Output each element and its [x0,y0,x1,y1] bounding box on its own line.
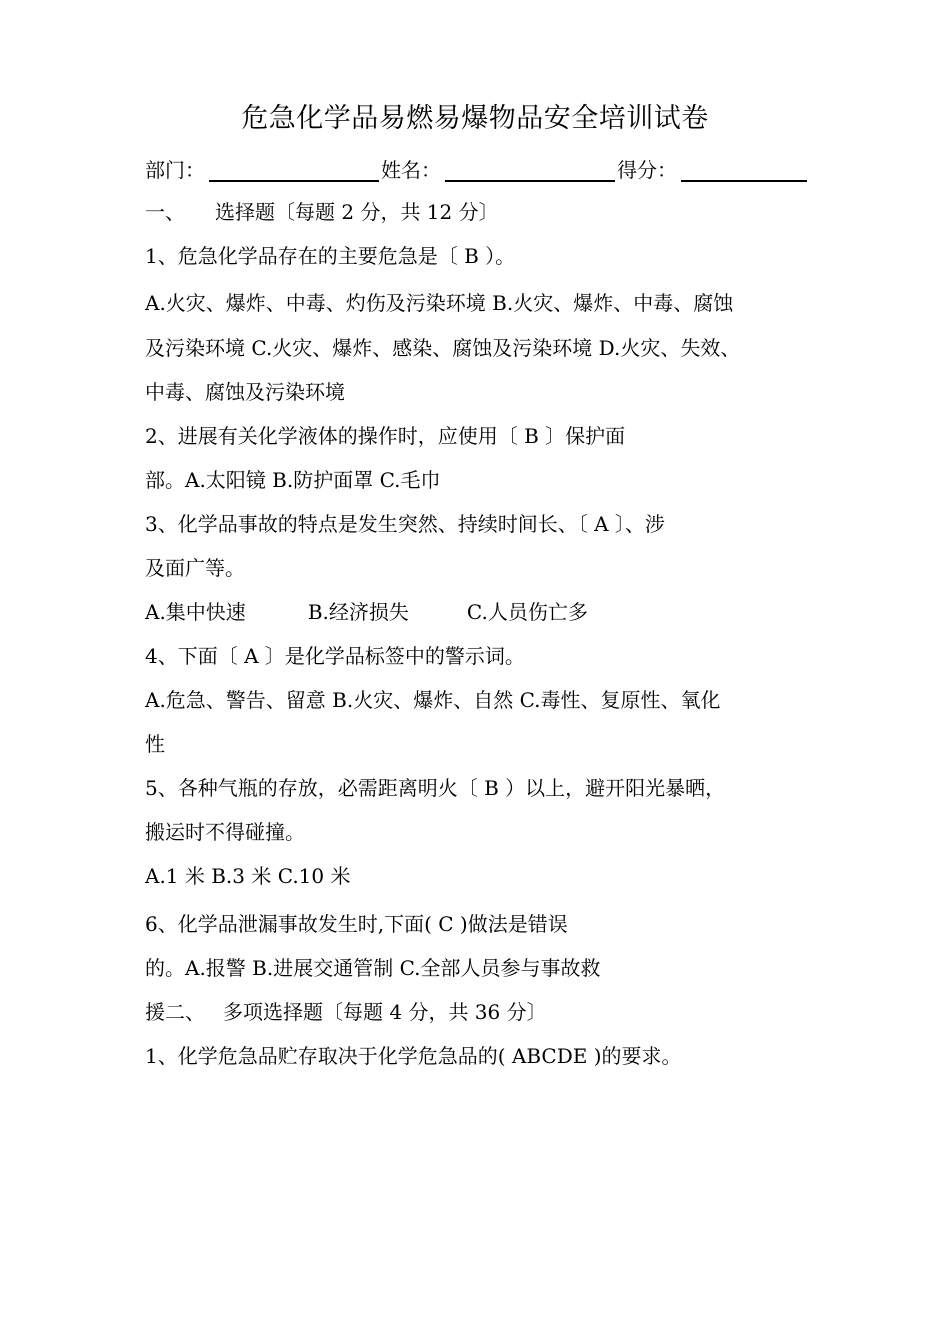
section-2-title: 多项选择题〔每题 4 分，共 36 分〕 [223,1000,547,1024]
section-1-heading [145,196,815,225]
question-1-options-line-3: 中毒、腐蚀及污染环境 [145,380,345,404]
department-label: 部门： [145,158,205,182]
question-3-stem-line-2: 及面广等。 [145,556,245,580]
question-1-stem: 1、危急化学品存在的主要危急是〔 B ）。 [145,244,516,268]
question-2-options: 部。A.太阳镜 B.防护面罩 C.毛巾 [145,468,441,492]
section-1-number: 一、 [145,200,185,224]
section-2-number: 援二、 [145,1000,205,1024]
question-5-stem-line-2: 搬运时不得碰撞。 [145,820,305,844]
question-4-options-line-1: A.危急、警告、留意 B.火灾、爆炸、自然 C.毒性、复原性、氧化 [145,688,721,712]
question-6-options: 的。A.报警 B.进展交通管制 C.全部人员参与事故救 [145,956,601,980]
question-1-options-line-2: 及污染环境 C.火灾、爆炸、感染、腐蚀及污染环境 D.火灾、失效、 [145,336,741,360]
question-5-options: A.1 米 B.3 米 C.10 米 [145,864,351,888]
score-label: 得分： [617,158,677,182]
question-1-options-line-1: A.火灾、爆炸、中毒、灼伤及污染环境 B.火灾、爆炸、中毒、腐蚀 [145,291,734,315]
section-2-heading [145,996,815,1025]
multi-question-1-stem: 1、化学危急品贮存取决于化学危急品的( ABCDE )的要求。 [145,1044,682,1068]
question-3-option-c: C.人员伤亡多 [466,600,588,624]
question-6-stem: 6、化学品泄漏事故发生时,下面( C )做法是错误 [145,912,568,936]
question-3-stem-line-1: 3、化学品事故的特点是发生突然、持续时间长、〔 A 〕、涉 [145,512,665,536]
question-2-stem: 2、进展有关化学液体的操作时，应使用〔 B 〕保护面 [145,424,626,448]
exam-title: 危急化学品易燃易爆物品安全培训试卷 [241,103,709,134]
score-blank[interactable] [681,180,807,182]
question-5-stem-line-1: 5、各种气瓶的存放，必需距离明火〔 B ）以上，避开阳光暴晒， [145,776,726,800]
exam-header-fields [145,150,810,184]
question-3-option-b: B.经济损失 [307,600,409,624]
section-1-title: 选择题〔每题 2 分，共 12 分〕 [215,200,499,224]
department-blank[interactable] [209,180,379,182]
name-blank[interactable] [445,180,615,182]
question-3-options [145,596,815,625]
name-label: 姓名： [381,158,441,182]
question-4-stem: 4、下面〔 A 〕是化学品标签中的警示词。 [145,644,525,668]
question-4-options-line-2: 性 [145,732,165,756]
question-3-option-a: A.集中快速 [145,600,246,624]
